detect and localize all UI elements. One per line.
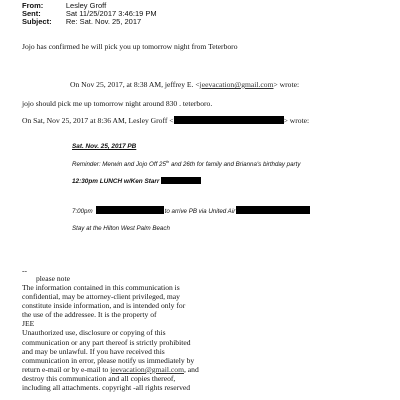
email-link[interactable]: jeevacation@gmail.com (199, 80, 274, 89)
body-line-jojo: jojo should pick me up tomorrow night around 830 . teterboro. (22, 99, 213, 108)
disclaimer-line: destroy this communication and all copies thereof, (22, 373, 176, 383)
body-line-confirm: Jojo has confirmed he will pick you up tomorrow night from Teterboro (22, 42, 238, 51)
disclaimer-line: confidential, may be attorney-client privileged, may (22, 292, 180, 302)
disclaimer-line: constitute inside information, and is intended only for (22, 301, 186, 311)
disclaimer-line: JEE (22, 319, 35, 329)
itinerary-travel: 7:00pm to arrive PB via United Air (72, 206, 310, 216)
itinerary-stay: Stay at the Hilton West Palm Beach (72, 225, 170, 232)
disclaimer (22, 283, 392, 392)
disclaimer-line: The information contained in this communication is (22, 283, 180, 292)
from-label: From: (22, 1, 44, 10)
itinerary-reminder: Reminder: Merwin and Jojo Off 25th and 26th for family and Brianna's birthday party (72, 159, 301, 169)
sent-label: Sent: (22, 9, 41, 18)
subject-row (22, 18, 141, 26)
itinerary-lunch: 12:30pm LUNCH w/Ken Starr (72, 177, 201, 186)
disclaimer-line: Unauthorized use, disclosure or copying of this (22, 328, 166, 338)
redaction-box (174, 116, 284, 124)
signature-dashes: -- (22, 266, 28, 275)
disclaimer-line: communication or any part thereof is strictly prohibited (22, 337, 191, 347)
quote-header-jeffrey: On Nov 25, 2017, at 8:38 AM, jeffrey E. <jeevacation@gmail.com> wrote: (70, 80, 300, 89)
from-value: Lesley Groff (65, 1, 107, 10)
disclaimer-line: and may be unlawful. If you have received this (22, 346, 165, 356)
redaction-box (96, 206, 164, 214)
redaction-box (236, 206, 310, 214)
email-link[interactable]: jeevacation@gmail.com (110, 364, 184, 374)
redaction-box (161, 177, 201, 184)
subject-label: Subject: (22, 17, 52, 26)
please-note: please note (36, 274, 70, 283)
disclaimer-line: return e-mail or by e-mail to jeevacation@gmail.com, and (22, 364, 199, 374)
disclaimer-line: communication in error, please notify us immediately by (22, 355, 195, 365)
disclaimer-line: the use of the addressee. It is the property of (22, 310, 157, 320)
sent-value: Sat 11/25/2017 3:46:19 PM (65, 9, 157, 18)
disclaimer-line: including all attachments. copyright -all rights reserved (22, 383, 191, 393)
quote-header-lesley: On Sat, Nov 25, 2017 at 8:36 AM, Lesley Groff < > wrote: (22, 116, 310, 125)
itinerary-date-heading: Sat. Nov. 25, 2017 PB (72, 143, 137, 150)
subject-value: Re: Sat. Nov. 25, 2017 (65, 17, 142, 26)
